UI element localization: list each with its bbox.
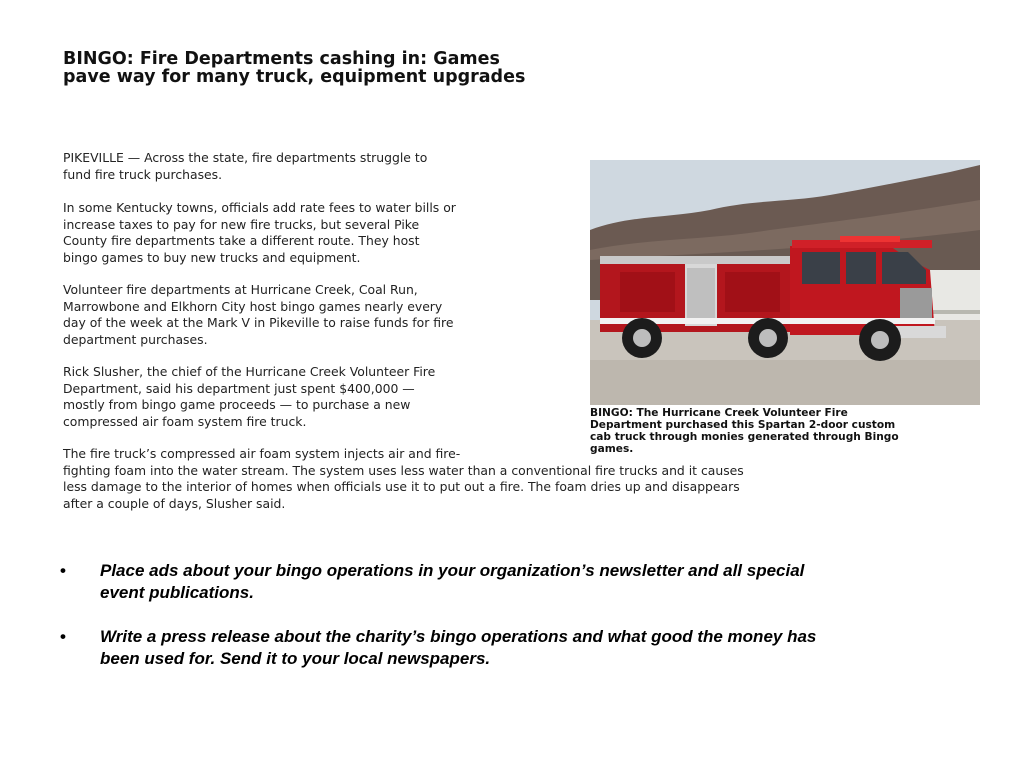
paragraph-line: fighting foam into the water stream. The system uses less water than a conventional fire trucks and it causes	[63, 462, 744, 478]
caption-line: cab truck through monies generated through Bingo	[590, 431, 899, 443]
paragraph-line: after a couple of days, Slusher said.	[63, 495, 286, 511]
paragraph-line: Rick Slusher, the chief of the Hurricane Creek Volunteer Fire	[63, 364, 436, 379]
photo-caption	[590, 407, 990, 455]
paragraph-line: bingo games to buy new trucks and equipment.	[63, 249, 361, 265]
paragraph-line: In some Kentucky towns, officials add rate fees to water bills or	[63, 200, 456, 215]
bullet-text-line: Write a press release about the charity’s bingo operations and what good the money has	[100, 627, 817, 646]
headline-line: pave way for many truck, equipment upgrades	[63, 67, 526, 87]
paragraph-line: increase taxes to pay for new fire trucks, but several Pike	[63, 216, 420, 232]
article-paragraph	[63, 364, 435, 430]
article-paragraph	[63, 282, 453, 348]
paragraph-line: compressed air foam system fire truck.	[63, 413, 307, 429]
caption-line: games.	[590, 443, 634, 455]
paragraph-line: The fire truck’s compressed air foam system injects air and fire-	[63, 446, 461, 461]
caption-line: BINGO: The Hurricane Creek Volunteer Fire	[590, 407, 848, 419]
bullet-marker: •	[60, 627, 66, 646]
list-item	[58, 626, 958, 670]
paragraph-line: County fire departments take a different route. They host	[63, 233, 420, 249]
paragraph-line: mostly from bingo game proceeds — to purchase a new	[63, 397, 411, 413]
paragraph-line: Marrowbone and Elkhorn City host bingo games nearly every	[63, 298, 443, 314]
headline-line: BINGO: Fire Departments cashing in: Games	[63, 49, 500, 69]
paragraph-line: fund fire truck purchases.	[63, 166, 223, 182]
list-item	[58, 560, 958, 604]
article-paragraph	[63, 200, 456, 266]
paragraph-line: department purchases.	[63, 331, 208, 347]
caption-line: Department purchased this Spartan 2-door custom	[590, 419, 896, 431]
paragraph-line: less damage to the interior of homes when officials use it to put out a fire. The foam dries up and disappears	[63, 479, 740, 495]
bullet-marker: •	[60, 561, 66, 580]
bullet-text-line: Place ads about your bingo operations in your organization’s newsletter and all special	[100, 561, 805, 580]
bullet-text-line: been used for. Send it to your local newspapers.	[100, 649, 491, 668]
article-headline	[63, 50, 703, 86]
tips-list	[58, 560, 958, 692]
bullet-text-line: event publications.	[100, 583, 254, 602]
fire-truck-photo	[590, 160, 980, 405]
paragraph-line: day of the week at the Mark V in Pikeville to raise funds for fire	[63, 315, 454, 331]
article-paragraph	[63, 446, 744, 512]
paragraph-line: Volunteer fire departments at Hurricane Creek, Coal Run,	[63, 282, 418, 297]
article-paragraph	[63, 150, 427, 183]
paragraph-line: PIKEVILLE — Across the state, fire departments struggle to	[63, 150, 428, 165]
paragraph-line: Department, said his department just spent $400,000 —	[63, 380, 415, 396]
